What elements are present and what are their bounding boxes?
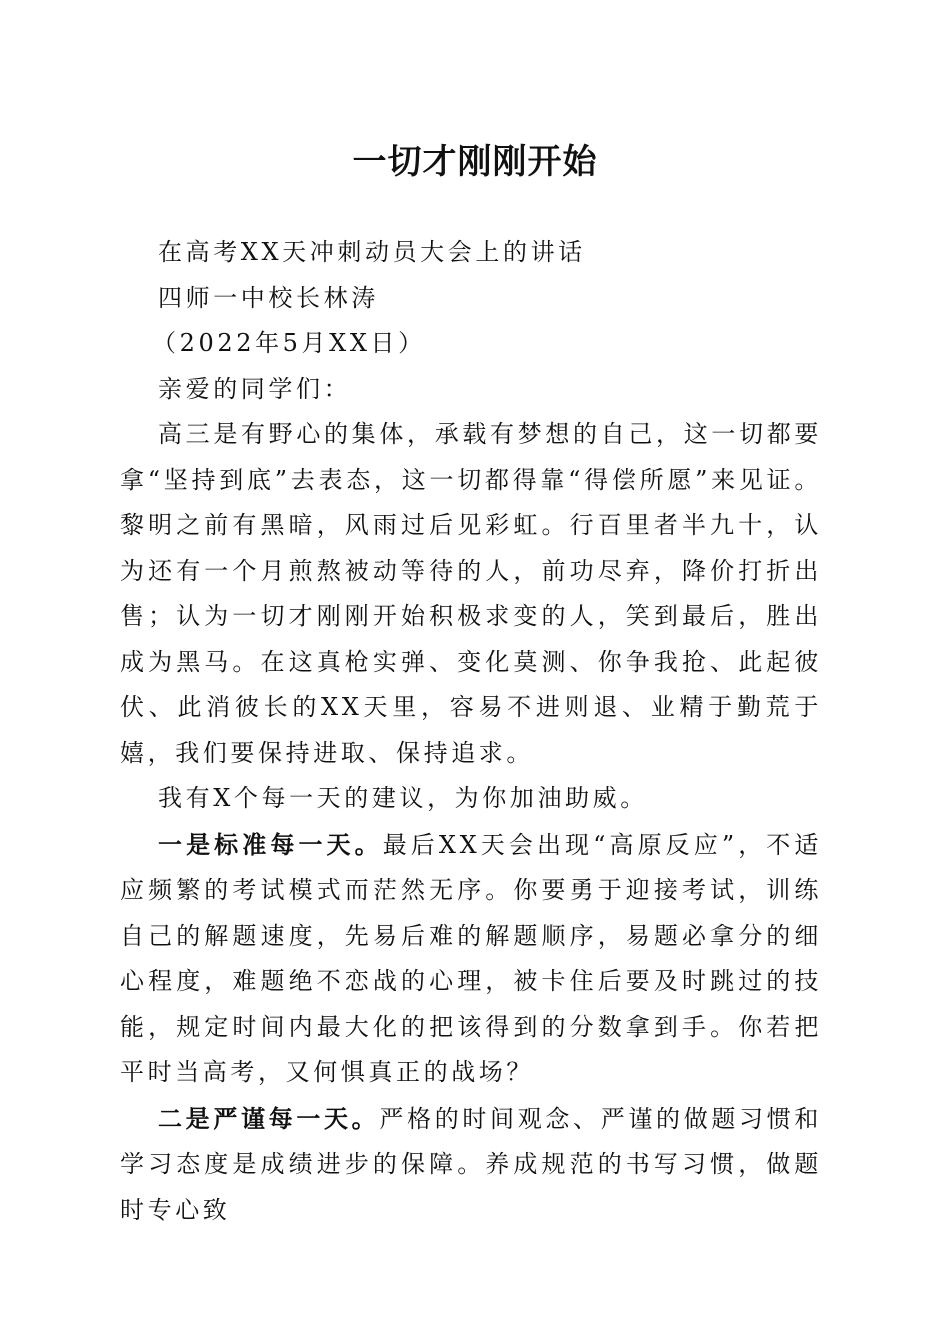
- speech-author: 四师一中校长林涛: [158, 283, 379, 312]
- document-title: 一切才刚刚开始: [352, 142, 598, 182]
- point-heading: 二是严谨每一天。: [158, 1103, 380, 1133]
- paragraph-text: 严格的时间观念、严谨的做题习惯和学习态度是成绩进步的保障。养成规范的书写习惯，做题时专心致: [120, 1104, 822, 1224]
- speech-date: （2022年5月XX日）: [152, 329, 426, 357]
- salutation: 亲爱的同学们：: [158, 374, 352, 403]
- paragraph-point-two: [120, 1096, 822, 1234]
- paragraph-intro: [120, 412, 822, 776]
- point-heading: 一是标准每一天。: [158, 829, 383, 859]
- document-body: [120, 230, 822, 1233]
- paragraph-point-one: [120, 822, 822, 1096]
- paragraph-text: 我有X个每一天的建议，为你加油助威。: [158, 784, 648, 812]
- paragraph-text: 高三是有野心的集体，承载有梦想的自己，这一切都要拿“坚持到底”去表态，这一切都得靠“得偿所愿”来见证。黎明之前有黑暗，风雨过后见彩虹。行百里者半九十，认为还有一个月煎熬被动等待的人，前功尽弃，降价打折出售；认为一切才刚刚开始积极求变的人，笑到最后，胜出成为黑马。在这真枪实弹、变化莫测、你争我抢、此起彼伏、此消彼长的XX天里，容易不进则退、业精于勤荒于嬉，我们要保持进取、保持追求。: [120, 420, 822, 767]
- paragraph-text: 最后XX天会出现“高原反应”，不适应频繁的考试模式而茫然无序。你要勇于迎接考试，训练自己的解题速度，先易后难的解题顺序，易题必拿分的细心程度，难题绝不恋战的心理，被卡住后要及时跳过的技能，规定时间内最大化的把该得到的分数拿到手。你若把平时当高考，又何惧真正的战场？: [120, 830, 822, 1086]
- speech-subtitle: 在高考XX天冲刺动员大会上的讲话: [158, 238, 586, 266]
- paragraph-suggestion-intro: [120, 776, 822, 822]
